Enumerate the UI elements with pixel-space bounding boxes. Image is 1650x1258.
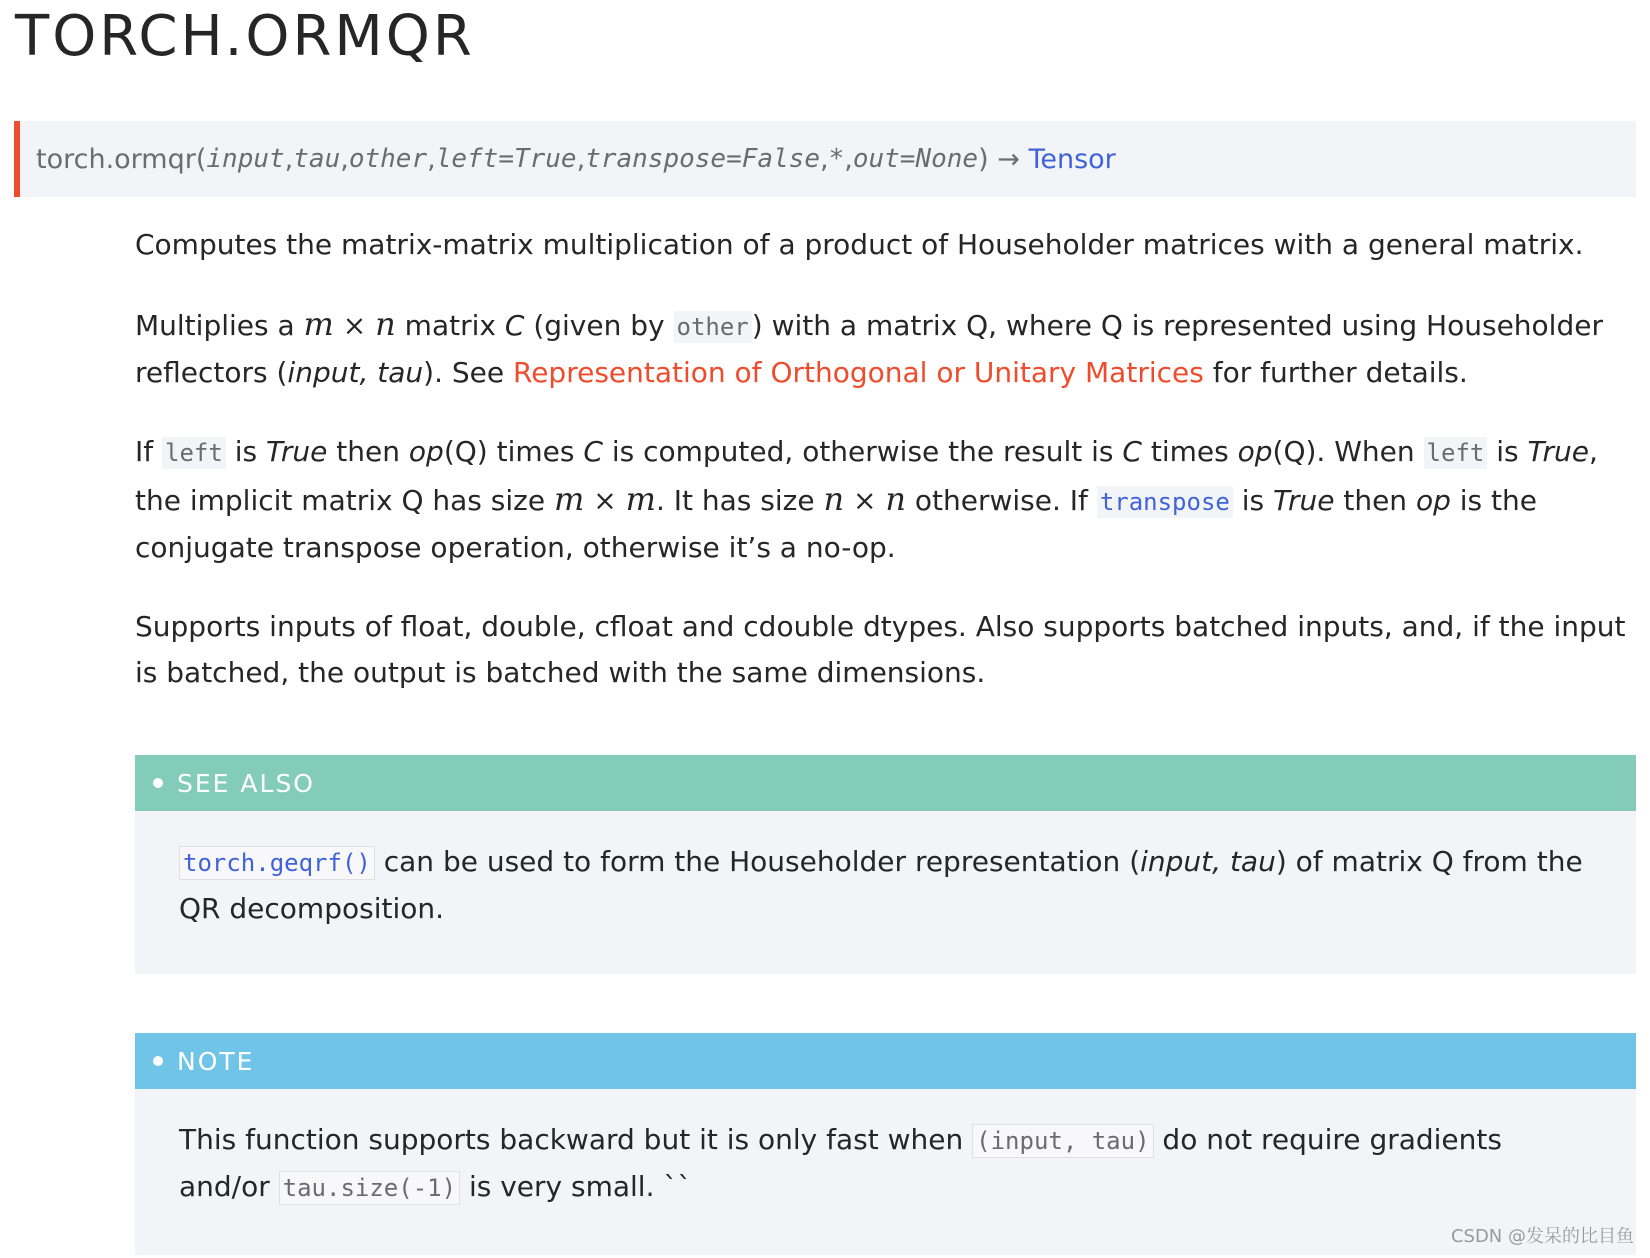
function-signature: torch.ormqr ( input , tau , other , left=True , transpose=False , * , out=None ) → Tensor: [14, 121, 1636, 197]
param-tau: tau: [293, 144, 341, 174]
code-left: left: [162, 437, 226, 469]
page-title: TORCH.ORMQR: [15, 4, 475, 69]
param-out: out=None: [852, 144, 979, 174]
see-also-header: SEE ALSO: [135, 755, 1636, 811]
param-left: left=True: [435, 144, 577, 174]
code-transpose-link[interactable]: transpose: [1097, 486, 1233, 518]
see-also-body: torch.geqrf() can be used to form the Householder representation (input, tau) of matrix Q from the QR decomposition.: [179, 845, 1583, 925]
watermark: CSDN @发呆的比目鱼: [1450, 1226, 1634, 1247]
code-input-tau: (input, tau): [972, 1124, 1153, 1158]
representation-link[interactable]: Representation of Orthogonal or Unitary Matrices: [513, 356, 1204, 389]
code-tau-size: tau.size(-1): [279, 1171, 460, 1205]
signature-open-paren: (: [195, 143, 207, 175]
paragraph-left: If left is True then op(Q) times C is computed, otherwise the result is C times op(Q). When left is True, the implicit matrix Q has size m × m. It has size n × n otherwise. If transpose is True then op is the conjugate transpose operation, otherwise it’s a no-op.: [135, 435, 1598, 564]
param-input: input: [206, 144, 285, 174]
description: [135, 222, 1635, 729]
code-left: left: [1424, 437, 1488, 469]
return-type-link[interactable]: Tensor: [1028, 143, 1116, 175]
paragraph-summary: Computes the matrix-matrix multiplication of a product of Householder matrices with a general matrix.: [135, 228, 1584, 261]
geqrf-link[interactable]: torch.geqrf(): [179, 846, 375, 880]
return-arrow: →: [997, 143, 1020, 175]
param-star: *: [828, 144, 845, 174]
see-also-box: [135, 755, 1636, 974]
bullet-icon: [153, 1056, 163, 1066]
note-header: NOTE: [135, 1033, 1636, 1089]
paragraph-dtypes: Supports inputs of float, double, cfloat and cdouble dtypes. Also supports batched inputs, and, if the input is batched, the output is batched with the same dimensions.: [135, 610, 1626, 689]
note-body: This function supports backward but it is only fast when (input, tau) do not require gradients and/or tau.size(-1) is very small. ``: [179, 1123, 1502, 1203]
param-other: other: [348, 144, 428, 174]
bullet-icon: [153, 778, 163, 788]
signature-close-paren: ): [978, 143, 989, 175]
param-transpose: transpose=False: [585, 144, 820, 174]
paragraph-multiplies: Multiplies a m × n matrix C (given by other ) with a matrix Q, where Q is represented using Householder reflectors (input, tau). See Representation of Orthogonal or Unitary Matrices for further details.: [135, 305, 1603, 389]
note-box: [135, 1033, 1636, 1255]
math-m: m: [303, 305, 334, 343]
math-n: n: [375, 305, 396, 343]
code-other: other: [674, 311, 752, 343]
function-name: torch.ormqr: [36, 143, 196, 175]
